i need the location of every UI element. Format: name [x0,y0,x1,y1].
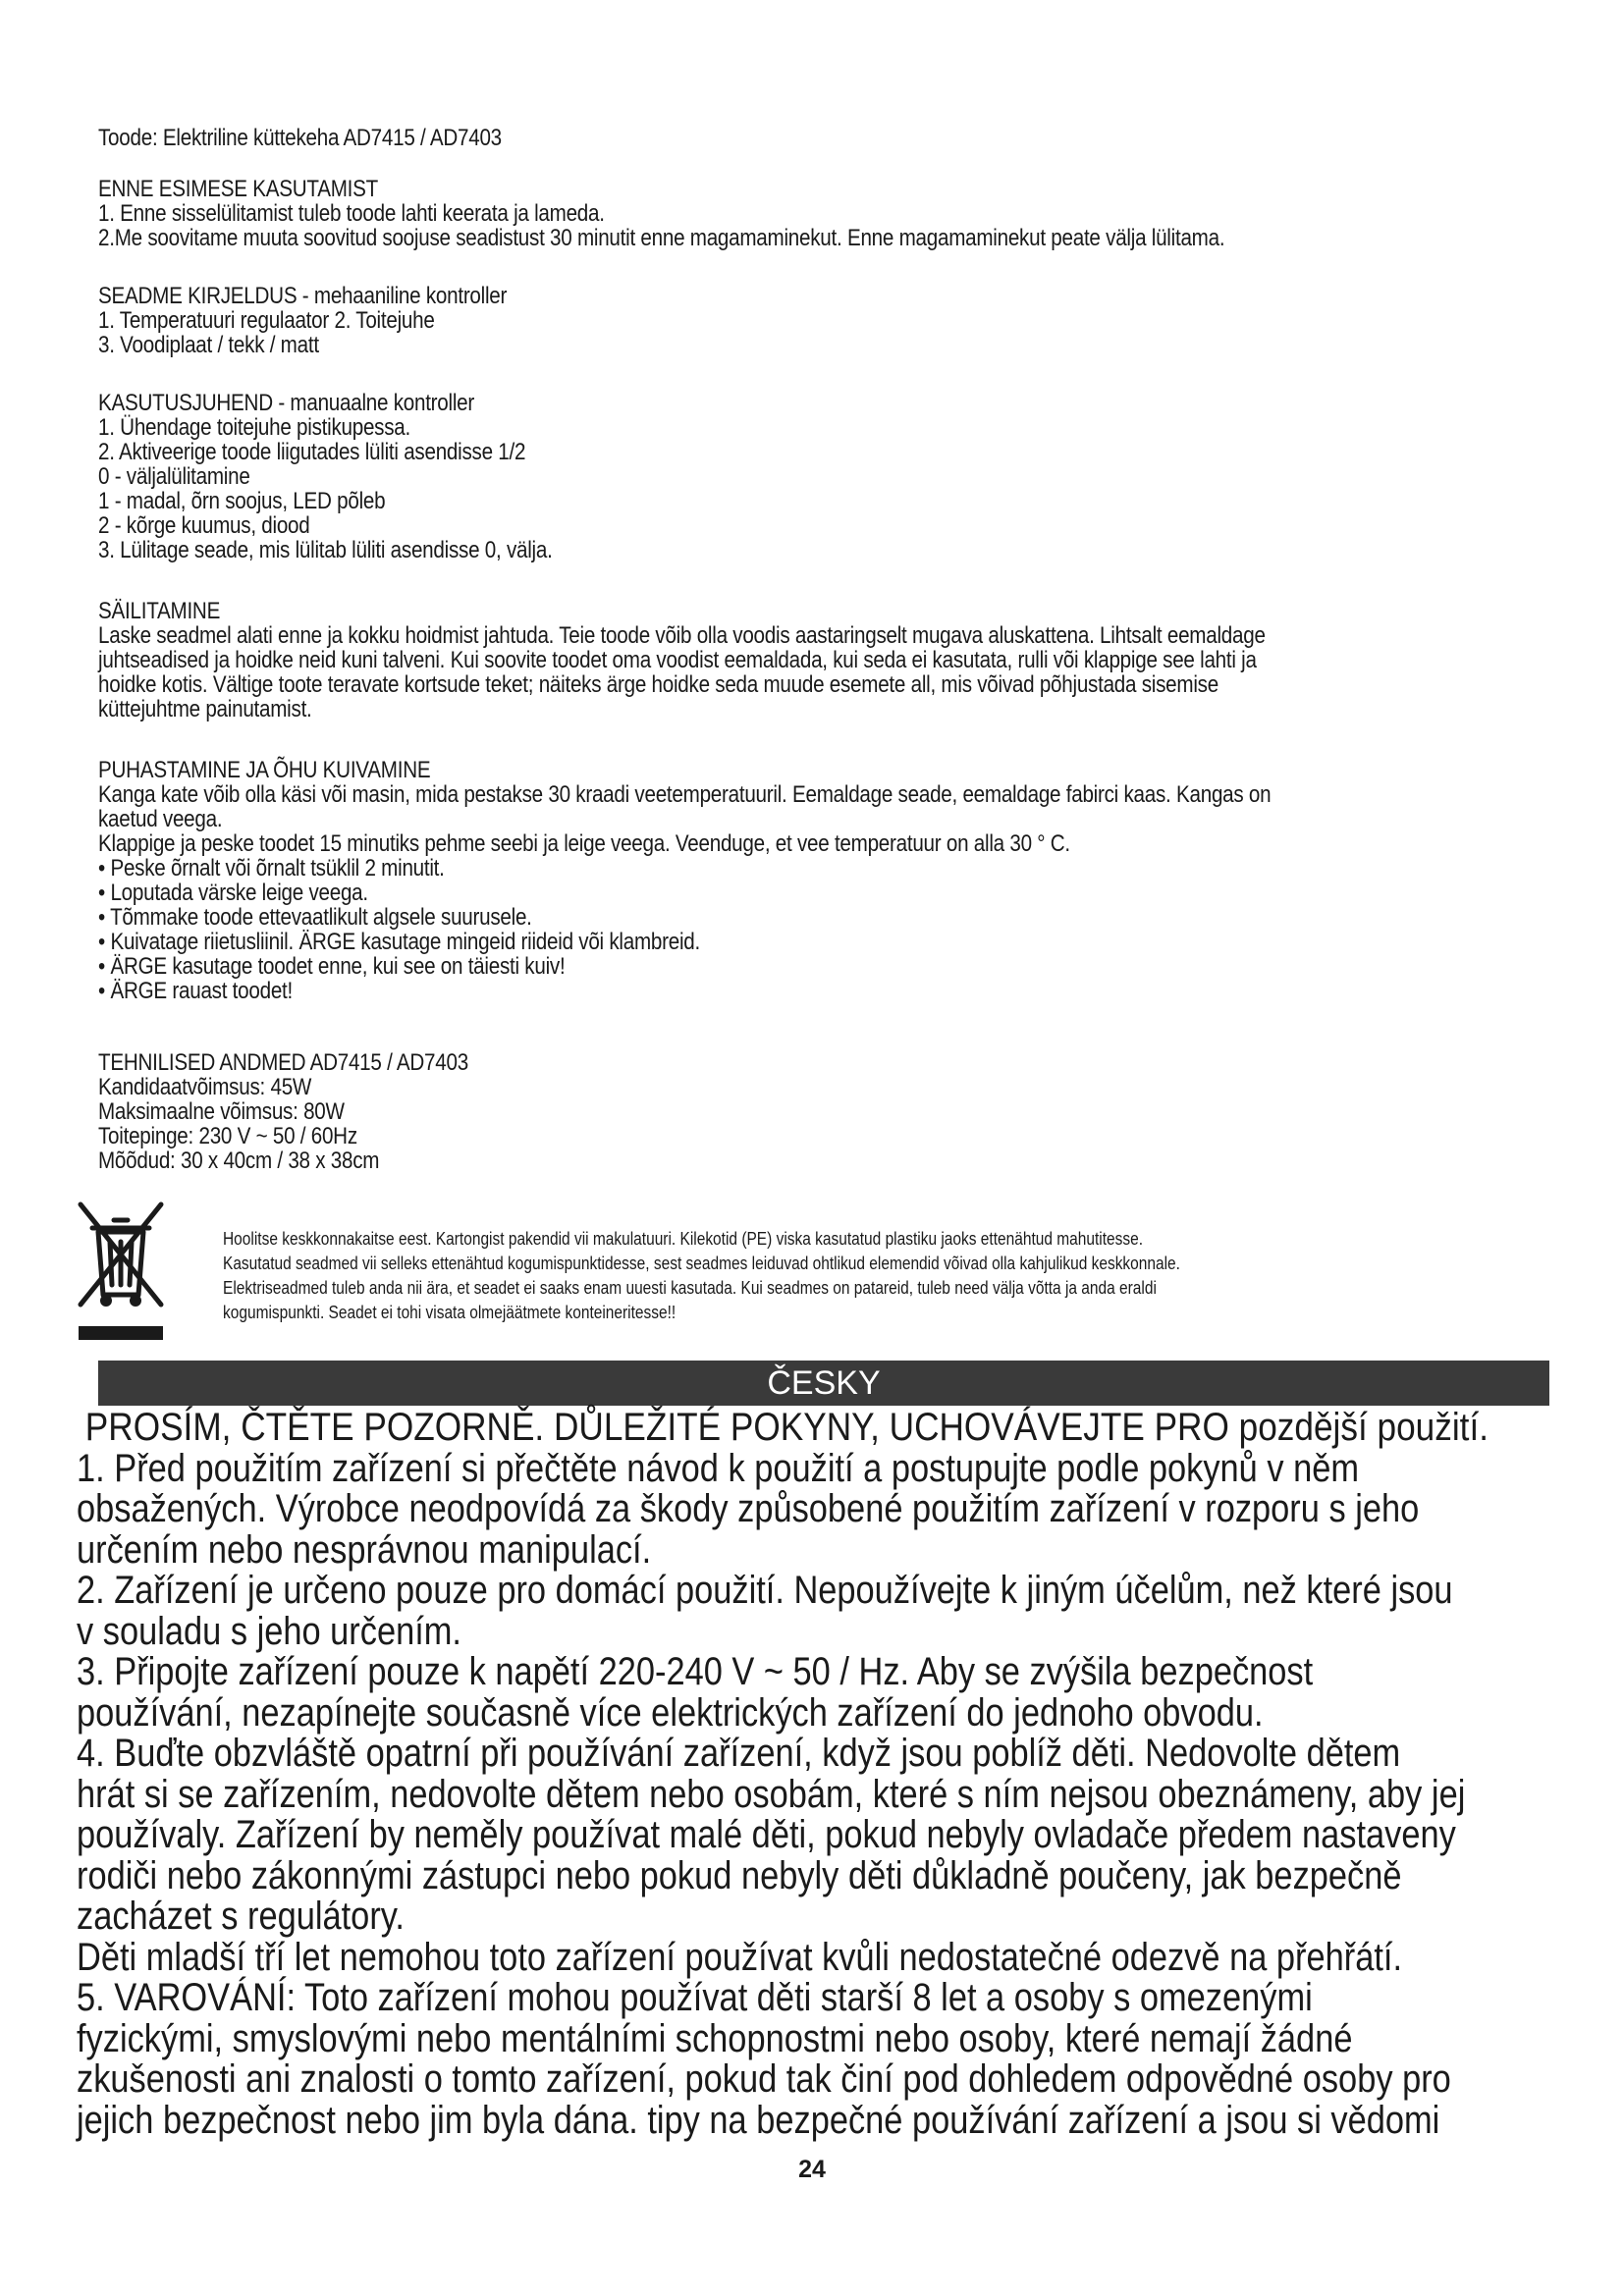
text-line: v souladu s jeho určením. [77,1609,461,1653]
section-heading: KASUTUSJUHEND - manuaalne kontroller [98,390,475,416]
text-line: Elektriseadmed tuleb anda nii ära, et seadet ei saaks enam uuesti kasutada. Kui seadmes on patareid, tuleb need välja võtta ja anda eraldi [223,1278,1157,1298]
text-line: juhtseadised ja hoidke neid kuni talveni. Kui soovite toodet oma voodist eemaldada, kui seda ei kasutata, rulli või klappige see lahti ja [98,647,1257,673]
section-technical [98,1050,528,1173]
text-line: 0 - väljalülitamine [98,463,250,490]
section-heading: SÄILITAMINE [98,598,221,624]
text-line: Laske seadmel alati enne ja kokku hoidmist jahtuda. Teie toode võib olla voodis aastaringselt mugava aluskattena. Lihtsalt eemaldage [98,622,1266,649]
text-line: Kanga kate võib olla käsi või masin, mida pestakse 30 kraadi veetemperatuuril. Eemaldage seade, eemaldage fabirci kaas. Kangas on [98,781,1272,808]
product-title [98,126,568,150]
weee-bin-icon [77,1199,165,1346]
text-line: 1. Enne sisselülitamist tuleb toode lahti keerata ja lameda. [98,200,605,227]
product-title-text: Toode: Elektriline küttekeha AD7415 / AD7403 [98,125,502,151]
text-line: 3. Voodiplaat / tekk / matt [98,332,319,358]
section-description [98,284,573,357]
text-line: hoidke kotis. Vältige toote teravate kortsude teket; näiteks ärge hoidke seda muude esemete all, mis võivad põhjustada sisemise [98,671,1218,698]
text-line: Kasutatud seadmed vii selleks ettenähtud kogumispunktidesse, sest seadmes leiduvad ohtlikud elemendid võivad olla kahjulikud keskkonnale. [223,1254,1180,1273]
text-line: používaly. Zařízení by neměly používat malé děti, pokud nebyly ovladače předem nastaveny [77,1813,1456,1856]
text-line: Hoolitse keskkonnakaitse eest. Kartongist pakendid vii makulatuuri. Kilekotid (PE) viska kasutatud plastiku jaoks ettenähtud mahutitesse. [223,1229,1144,1249]
text-line: zacházet s regulátory. [77,1895,405,1938]
section-heading: ENNE ESIMESE KASUTAMIST [98,176,378,202]
text-line: • Kuivatage riietusliinil. ÄRGE kasutage mingeid riideid või klambreid. [98,929,700,955]
section-heading: PUHASTAMINE JA ÕHU KUIVAMINE [98,757,431,783]
text-line: rodiči nebo zákonnými zástupci nebo pokud nebyly děti důkladně poučeny, jak bezpečně [77,1853,1402,1897]
section-heading: TEHNILISED ANDMED AD7415 / AD7403 [98,1049,468,1076]
language-section-bar: ČESKY [98,1361,1549,1406]
text-line: • ÄRGE kasutage toodet enne, kui see on täiesti kuiv! [98,953,566,980]
page-number: 24 [798,2156,826,2183]
text-line: 3. Lülitage seade, mis lülitab lüliti asendisse 0, välja. [98,537,553,563]
text-line: 2. Aktiveerige toode liigutades lüliti asendisse 1/2 [98,439,526,465]
text-line: Toitepinge: 230 V ~ 50 / 60Hz [98,1123,357,1149]
text-line: Děti mladší tří let nemohou toto zařízení používat kvůli nedostatečné odezvě na přehřátí. [77,1935,1402,1979]
text-line: 1. Ühendage toitejuhe pistikupessa. [98,414,410,441]
czech-heading: PROSÍM, ČTĚTE POZORNĚ. DŮLEŽITÉ POKYNY, UCHOVÁVEJTE PRO pozdější použití. [84,1406,1489,1449]
text-line: 3. Připojte zařízení pouze k napětí 220-240 V ~ 50 / Hz. Aby se zvýšila bezpečnost [77,1650,1314,1693]
text-line: • ÄRGE rauast toodet! [98,978,294,1004]
section-storage [98,599,1455,721]
text-line: • Tõmmake toode ettevaatlikult algsele suurusele. [98,904,532,931]
text-line: fyzickými, smyslovými nebo mentálními schopnostmi nebo osoby, které nemají žádné [77,2016,1353,2060]
czech-safety-instructions [77,1408,1624,2141]
text-line: Mõõdud: 30 x 40cm / 38 x 38cm [98,1148,380,1174]
text-line: 2 - kõrge kuumus, diood [98,512,310,539]
section-heading: SEADME KIRJELDUS - mehaaniline kontroller [98,283,508,309]
text-line: 2.Me soovitame muuta soovitud soojuse seadistust 30 minutit enne magamaminekut. Enne magamaminekut peate välja lülitama. [98,225,1225,251]
text-line: Kandidaatvõimsus: 45W [98,1074,312,1100]
text-line: 1. Temperatuuri regulaator 2. Toitejuhe [98,307,435,334]
text-line: kogumispunkti. Seadet ei tohi visata olmejäätmete konteineritesse!! [223,1303,677,1322]
text-line: používání, nezapínejte současně více elektrických zařízení do jednoho obvodu. [77,1690,1264,1735]
text-line: 5. VAROVÁNÍ: Toto zařízení mohou používat děti starší 8 let a osoby s omezenými [77,1976,1313,2019]
text-line: určením nebo nesprávnou manipulací. [77,1527,652,1572]
section-cleaning [98,758,1462,1003]
text-line: 2. Zařízení je určeno pouze pro domácí použití. Nepoužívejte k jiným účelům, než které jsou [77,1569,1453,1612]
text-line: kaetud veega. [98,806,223,832]
section-before-first-use [98,177,1408,250]
text-line: 1. Před použitím zařízení si přečtěte návod k použití a postupujte podle pokynů v něm [77,1446,1360,1490]
text-line: küttejuhtme painutamist. [98,696,312,722]
text-line: Klappige ja peske toodet 15 minutiks pehme seebi ja leige veega. Veenduge, et vee temperatuur on alla 30 ° C. [98,830,1070,857]
text-line: • Peske õrnalt või õrnalt tsüklil 2 minutit. [98,855,445,881]
section-usage [98,391,626,562]
text-line: 4. Buďte obzvláště opatrní při používání zařízení, když jsou poblíž děti. Nedovolte dětem [77,1732,1401,1775]
text-line: 1 - madal, õrn soojus, LED põleb [98,488,386,514]
text-line: obsažených. Výrobce neodpovídá za škody způsobené použitím zařízení v rozporu s jeho [77,1487,1420,1530]
text-line: zkušenosti ani znalosti o tomto zařízení, pokud tak činí pod dohledem odpovědné osoby pro [77,2057,1451,2101]
text-line: hrát si se zařízením, nedovolte dětem nebo osobám, které s ním nejsou obeznámeny, aby jej [77,1772,1466,1816]
text-line: jejich bezpečnost nebo jim byla dána. tipy na bezpečné používání zařízení a jsou si vědomi [77,2098,1440,2142]
text-line: Maksimaalne võimsus: 80W [98,1098,345,1125]
text-line: • Loputada värske leige veega. [98,880,368,906]
recycling-notice [223,1227,1336,1325]
